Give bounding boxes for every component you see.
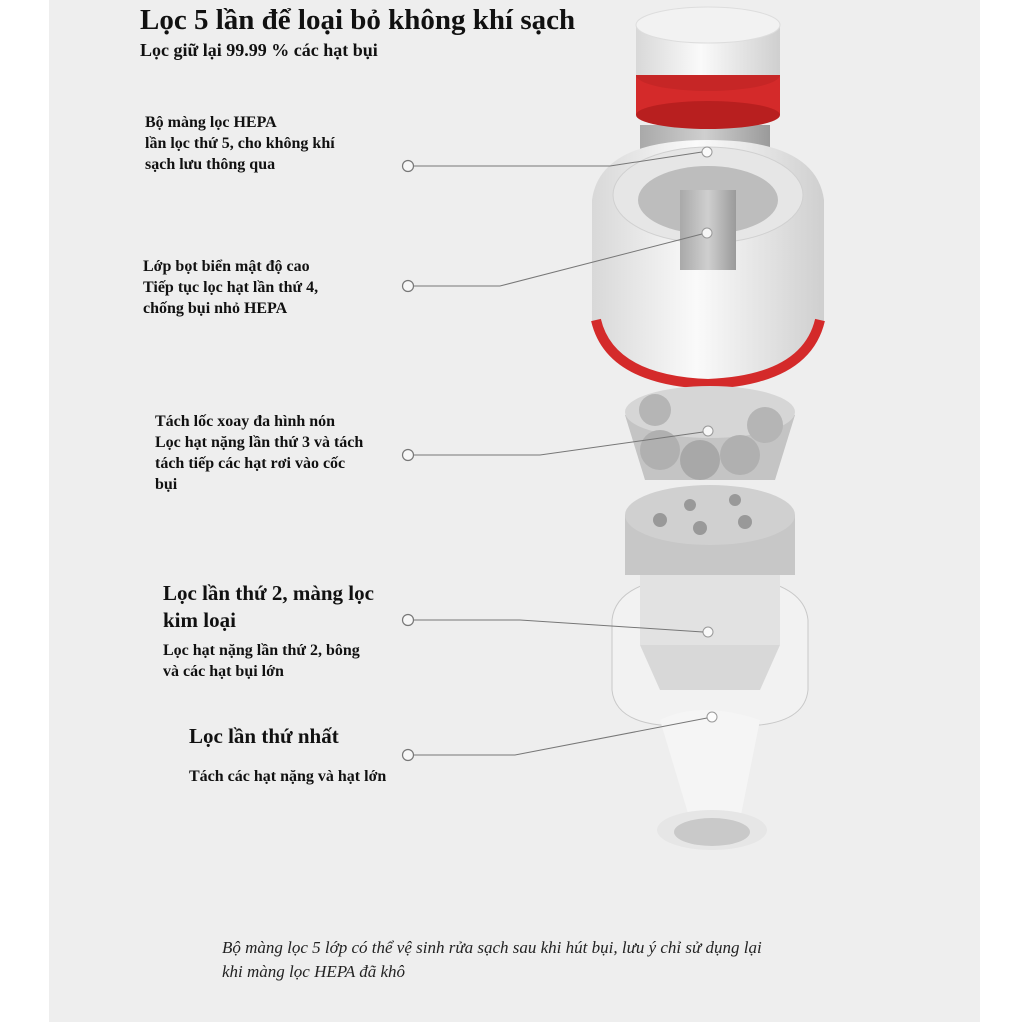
callout-first-filter: [189, 723, 386, 787]
callout-heading: Lọc lần thứ nhất: [189, 724, 339, 748]
callout-metal-filter: [163, 580, 374, 682]
callout-heading: Lọc lần thứ 2, màng lọc: [163, 581, 374, 605]
callout-circle-4: [403, 615, 414, 626]
callout-line: và các hạt bụi lớn: [163, 663, 284, 680]
callout-line: Tiếp tục lọc hạt lần thứ 4,: [143, 279, 319, 296]
callout-sponge: [143, 256, 318, 319]
marker-dot: [702, 147, 712, 157]
metal-filter-and-cup: [612, 485, 808, 850]
callout-hepa: [145, 112, 335, 175]
callout-circle-3: [403, 450, 414, 461]
callout-line: lần lọc thứ 5, cho không khí: [145, 135, 335, 152]
footer-note-line: Bộ màng lọc 5 lớp có thể vệ sinh rửa sạch sau khi hút bụi, lưu ý chỉ sử dụng lại: [222, 938, 762, 957]
callout-line: Tách lốc xoay đa hình nón: [155, 413, 336, 430]
footer-note: [222, 936, 762, 984]
callout-line: Lớp bọt biển mật độ cao: [143, 258, 310, 275]
callout-line: Tách các hạt nặng và hạt lớn: [189, 768, 387, 785]
callout-line: tách tiếp các hạt rơi vào cốc: [155, 455, 346, 472]
callout-line: chống bụi nhỏ HEPA: [143, 300, 288, 317]
callout-circle-5: [403, 750, 414, 761]
callout-line: sạch lưu thông qua: [145, 156, 276, 173]
callout-line: Bộ màng lọc HEPA: [145, 114, 277, 131]
callout-line: bụi: [155, 476, 178, 493]
callout-circle-2: [403, 281, 414, 292]
marker-dot: [703, 426, 713, 436]
callout-heading: kim loại: [163, 608, 236, 632]
marker-dot: [702, 228, 712, 238]
marker-dot: [703, 627, 713, 637]
callout-circle-1: [403, 161, 414, 172]
marker-dot: [707, 712, 717, 722]
page-subtitle: Lọc giữ lại 99.99 % các hạt bụi: [140, 40, 378, 60]
callout-line: Lọc hạt nặng lần thứ 3 và tách: [155, 434, 364, 451]
footer-note-line: khi màng lọc HEPA đã khô: [222, 962, 406, 981]
page-title: Lọc 5 lần để loại bỏ không khí sạch: [140, 4, 576, 36]
callout-cyclone: [155, 411, 363, 495]
sponge-filter: [592, 140, 824, 385]
callout-line: Lọc hạt nặng lần thứ 2, bông: [163, 642, 360, 659]
